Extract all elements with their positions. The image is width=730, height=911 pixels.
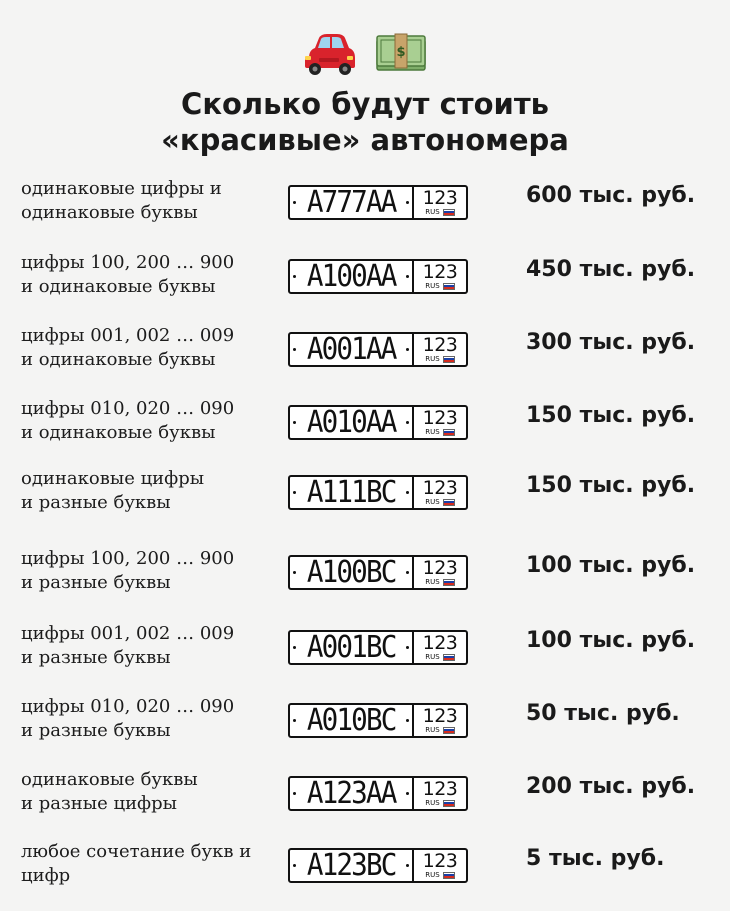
plate-bolt-icon — [406, 792, 409, 795]
country-row — [425, 208, 454, 216]
svg-text:$: $ — [396, 45, 406, 60]
plate-region-section — [414, 632, 466, 663]
region-code: 123 — [422, 705, 458, 727]
country-code: RUS — [425, 355, 440, 363]
description-line-1: любое сочетание букв и — [21, 841, 252, 862]
russia-flag-icon — [443, 429, 455, 436]
description-line-2: одинаковые буквы — [21, 202, 198, 223]
list-item — [0, 467, 730, 527]
plate-number: А001ВС — [306, 630, 396, 665]
price-label: 200 тыс. руб. — [526, 774, 696, 799]
plate-main-section — [290, 632, 414, 663]
country-row — [425, 578, 454, 586]
list-item — [0, 397, 730, 457]
country-row — [425, 726, 454, 734]
plate-number: А123АА — [306, 776, 396, 811]
russia-flag-icon — [443, 356, 455, 363]
plate-bolt-icon — [406, 201, 409, 204]
country-code: RUS — [425, 799, 440, 807]
row-description — [21, 695, 271, 743]
description-line-2: цифр — [21, 865, 71, 886]
plate-bolt-icon — [293, 571, 296, 574]
plate-bolt-icon — [293, 201, 296, 204]
plate-bolt-icon — [293, 275, 296, 278]
row-description — [21, 467, 271, 515]
plate-bolt-icon — [406, 348, 409, 351]
plate-number: А001АА — [306, 332, 396, 367]
price-label: 100 тыс. руб. — [526, 628, 696, 653]
russia-flag-icon — [443, 800, 455, 807]
country-code: RUS — [425, 428, 440, 436]
description-line-1: цифры 010, 020 … 090 — [21, 696, 235, 717]
row-description — [21, 768, 271, 816]
plate-main-section — [290, 850, 414, 881]
row-description — [21, 840, 271, 888]
description-line-1: цифры 010, 020 … 090 — [21, 398, 235, 419]
plate-bolt-icon — [293, 491, 296, 494]
price-label: 100 тыс. руб. — [526, 553, 696, 578]
country-row — [425, 653, 454, 661]
description-line-2: и разные буквы — [21, 647, 171, 668]
plate-number: А010АА — [306, 405, 396, 440]
plate-number: А010ВС — [306, 703, 396, 738]
country-code: RUS — [425, 653, 440, 661]
russia-flag-icon — [443, 654, 455, 661]
region-code: 123 — [422, 778, 458, 800]
country-row — [425, 871, 454, 879]
plate-region-section — [414, 778, 466, 809]
license-plate — [288, 776, 468, 811]
list-item — [0, 840, 730, 900]
region-code: 123 — [422, 850, 458, 872]
title-line-1: Сколько будут стоить — [181, 87, 549, 121]
license-plate — [288, 703, 468, 738]
plate-bolt-icon — [406, 864, 409, 867]
plate-region-section — [414, 187, 466, 218]
plate-bolt-icon — [293, 646, 296, 649]
title-line-2: «красивые» автономера — [161, 123, 569, 157]
plate-region-section — [414, 557, 466, 588]
region-code: 123 — [422, 187, 458, 209]
region-code: 123 — [422, 407, 458, 429]
license-plate — [288, 630, 468, 665]
country-code: RUS — [425, 282, 440, 290]
country-code: RUS — [425, 726, 440, 734]
description-line-2: и разные буквы — [21, 572, 171, 593]
plate-region-section — [414, 261, 466, 292]
plate-main-section — [290, 778, 414, 809]
country-code: RUS — [425, 208, 440, 216]
description-line-2: и разные буквы — [21, 720, 171, 741]
country-code: RUS — [425, 578, 440, 586]
row-description — [21, 622, 271, 670]
plate-bolt-icon — [406, 571, 409, 574]
list-item — [0, 547, 730, 607]
plate-bolt-icon — [406, 646, 409, 649]
price-label: 300 тыс. руб. — [526, 330, 696, 355]
description-line-2: и одинаковые буквы — [21, 422, 216, 443]
license-plate — [288, 185, 468, 220]
country-row — [425, 428, 454, 436]
license-plate — [288, 555, 468, 590]
plate-bolt-icon — [406, 719, 409, 722]
description-line-1: цифры 100, 200 … 900 — [21, 548, 235, 569]
plate-main-section — [290, 477, 414, 508]
plate-region-section — [414, 850, 466, 881]
list-item — [0, 768, 730, 828]
plate-region-section — [414, 477, 466, 508]
region-code: 123 — [422, 334, 458, 356]
plate-bolt-icon — [293, 348, 296, 351]
country-row — [425, 498, 454, 506]
price-label: 5 тыс. руб. — [526, 846, 665, 871]
plate-main-section — [290, 557, 414, 588]
license-plate — [288, 848, 468, 883]
russia-flag-icon — [443, 499, 455, 506]
plate-bolt-icon — [406, 275, 409, 278]
description-line-1: одинаковые цифры и — [21, 178, 222, 199]
russia-flag-icon — [443, 872, 455, 879]
description-line-1: цифры 001, 002 … 009 — [21, 325, 235, 346]
list-item — [0, 622, 730, 682]
russia-flag-icon — [443, 209, 455, 216]
plate-number: А100АА — [306, 259, 396, 294]
plate-main-section — [290, 261, 414, 292]
description-line-1: одинаковые буквы — [21, 769, 198, 790]
plate-region-section — [414, 407, 466, 438]
description-line-2: и разные буквы — [21, 492, 171, 513]
russia-flag-icon — [443, 579, 455, 586]
list-item — [0, 177, 730, 237]
plate-number: А777АА — [306, 185, 396, 220]
price-label: 50 тыс. руб. — [526, 701, 680, 726]
plate-bolt-icon — [293, 719, 296, 722]
plate-number: А100ВС — [306, 555, 396, 590]
description-line-1: цифры 100, 200 … 900 — [21, 252, 235, 273]
country-row — [425, 355, 454, 363]
description-line-1: цифры 001, 002 … 009 — [21, 623, 235, 644]
russia-flag-icon — [443, 283, 455, 290]
russia-flag-icon — [443, 727, 455, 734]
plate-main-section — [290, 187, 414, 218]
plate-bolt-icon — [293, 864, 296, 867]
plate-number: А123ВС — [306, 848, 396, 883]
description-line-2: и одинаковые буквы — [21, 349, 216, 370]
description-line-1: одинаковые цифры — [21, 468, 205, 489]
plate-main-section — [290, 334, 414, 365]
region-code: 123 — [422, 261, 458, 283]
license-plate — [288, 475, 468, 510]
region-code: 123 — [422, 477, 458, 499]
plate-main-section — [290, 705, 414, 736]
plate-bolt-icon — [293, 421, 296, 424]
list-item — [0, 324, 730, 384]
price-label: 150 тыс. руб. — [526, 403, 696, 428]
price-label: 150 тыс. руб. — [526, 473, 696, 498]
row-description — [21, 547, 271, 595]
plate-bolt-icon — [406, 491, 409, 494]
plate-region-section — [414, 334, 466, 365]
plate-number: А111ВС — [306, 475, 396, 510]
country-row — [425, 799, 454, 807]
list-item — [0, 695, 730, 755]
country-code: RUS — [425, 871, 440, 879]
row-description — [21, 251, 271, 299]
license-plate — [288, 259, 468, 294]
row-description — [21, 324, 271, 372]
plate-main-section — [290, 407, 414, 438]
license-plate — [288, 405, 468, 440]
plate-region-section — [414, 705, 466, 736]
price-label: 450 тыс. руб. — [526, 257, 696, 282]
list-item — [0, 251, 730, 311]
region-code: 123 — [422, 557, 458, 579]
row-description — [21, 397, 271, 445]
row-description — [21, 177, 271, 225]
description-line-2: и одинаковые буквы — [21, 276, 216, 297]
license-plate — [288, 332, 468, 367]
price-label: 600 тыс. руб. — [526, 183, 696, 208]
region-code: 123 — [422, 632, 458, 654]
plate-bolt-icon — [406, 421, 409, 424]
country-code: RUS — [425, 498, 440, 506]
country-row — [425, 282, 454, 290]
plate-bolt-icon — [293, 792, 296, 795]
description-line-2: и разные цифры — [21, 793, 177, 814]
